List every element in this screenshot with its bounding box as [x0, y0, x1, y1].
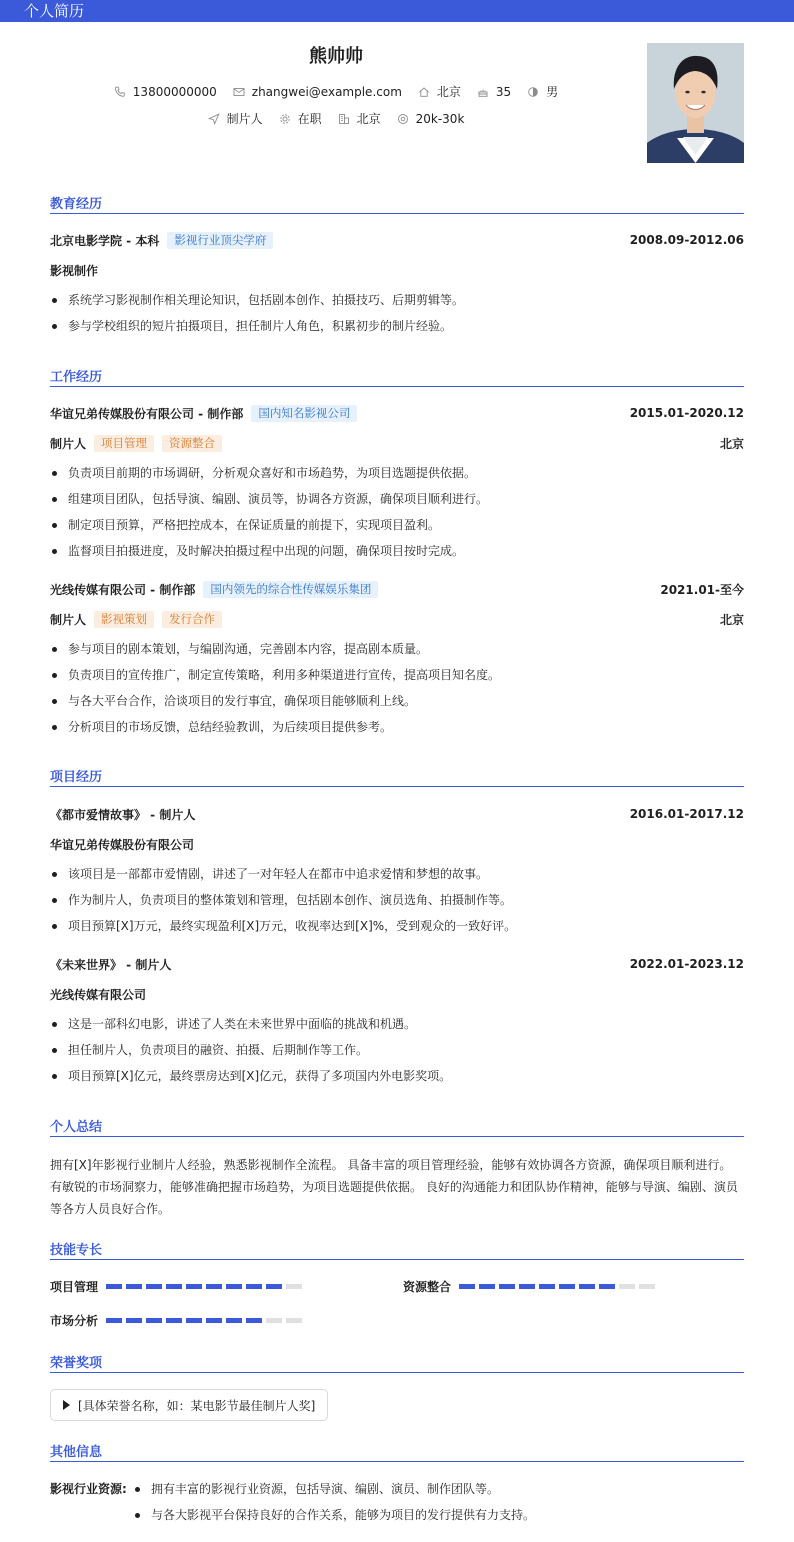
skill-item	[50, 1311, 302, 1329]
skill-segment	[246, 1284, 262, 1289]
list-item: 项目预算[X]万元，最终实现盈利[X]万元，收视率达到[X]%，受到观众的一致好评。	[50, 917, 744, 943]
list-item: 项目预算[X]亿元，最终票房达到[X]亿元，获得了多项国内外电影奖项。	[50, 1067, 744, 1093]
skill-segment	[146, 1318, 162, 1323]
email-item	[233, 85, 402, 99]
gender-text: 男	[546, 85, 559, 99]
gender-item	[527, 83, 558, 100]
section-title-other: 其他信息	[50, 1441, 744, 1462]
contact-row	[0, 83, 672, 100]
location-item	[418, 83, 461, 100]
skill-segment	[166, 1284, 182, 1289]
list-item: 该项目是一部都市爱情剧，讲述了一对年轻人在都市中追求爱情和梦想的故事。	[50, 865, 744, 891]
skill-segment	[639, 1284, 655, 1289]
profile-name: 熊帅帅	[309, 46, 363, 67]
send-icon	[208, 113, 220, 125]
skill-segment	[126, 1318, 142, 1323]
skill-segment	[206, 1318, 222, 1323]
work-2-date: 2021.01-至今	[660, 582, 744, 597]
work-2-role-tag: 发行合作	[162, 611, 222, 628]
summary-text: 拥有[X]年影视行业制片人经验，熟悉影视制作全流程。 具备丰富的项目管理经验，能够有效协调各方资源，确保项目顺利进行。 有敏锐的市场洞察力，能够准确把握市场趋势，为项目选题提供依据。 良好的沟通能力和团队协作精神，能够与导演、编剧、演员等各方人员良好合作。	[50, 1158, 738, 1216]
project-1-company-row	[50, 835, 744, 853]
work-1-header-row	[50, 404, 744, 422]
status-item	[279, 110, 322, 127]
award-text: [具体荣誉名称，如：某电影节最佳制片人奖]	[78, 1398, 316, 1413]
list-item: 组建项目团队，包括导演、编剧、演员等，协调各方资源，确保项目顺利进行。	[50, 490, 744, 516]
education-major: 影视制作	[50, 263, 99, 278]
list-item: 与各大影视平台保持良好的合作关系，能够为项目的发行提供有力支持。	[132, 1506, 535, 1532]
work-1-role-tag: 项目管理	[94, 435, 154, 452]
list-item: 与各大平台合作，洽谈项目的发行事宜，确保项目能够顺利上线。	[50, 692, 744, 718]
project-1-header-row	[50, 805, 744, 823]
building-icon	[338, 113, 350, 125]
avatar-photo	[647, 43, 744, 163]
list-item: 监督项目拍摄进度，及时解决拍摄过程中出现的问题，确保项目按时完成。	[50, 542, 744, 568]
other-label: 影视行业资源:	[50, 1482, 127, 1496]
status-text: 在职	[297, 112, 322, 126]
list-item: 系统学习影视制作相关理论知识，包括剧本创作、拍摄技巧、后期剪辑等。	[50, 291, 744, 317]
project-1-date: 2016.01-2017.12	[629, 807, 744, 821]
skill-segment	[146, 1284, 162, 1289]
skill-segment	[539, 1284, 555, 1289]
skill-level-bar	[106, 1318, 302, 1323]
education-school: 北京电影学院 - 本科	[50, 233, 160, 248]
header-title: 个人简历	[24, 2, 85, 20]
work-2-role-row	[50, 610, 744, 628]
list-item: 负责项目的宣传推广，制定宣传策略，利用多种渠道进行宣传，提高项目知名度。	[50, 666, 744, 692]
skill-segment	[206, 1284, 222, 1289]
skill-name: 资源整合	[403, 1279, 452, 1294]
section-title-awards: 荣誉奖项	[50, 1352, 744, 1373]
project-1-bullets	[50, 865, 744, 943]
phone-item	[114, 85, 217, 99]
skill-level-bar	[459, 1284, 655, 1289]
education-header-row	[50, 231, 744, 249]
work-2-company: 光线传媒有限公司 - 制作部	[50, 582, 196, 597]
skill-segment	[106, 1318, 122, 1323]
list-item: 作为制片人，负责项目的整体策划和管理，包括剧本创作、演员选角、拍摄制作等。	[50, 891, 744, 917]
work-1-tag: 国内知名影视公司	[251, 405, 357, 422]
section-title-work: 工作经历	[50, 366, 744, 387]
age-item	[477, 85, 511, 99]
age-text: 35	[495, 84, 512, 99]
top-header-bar	[0, 0, 794, 22]
education-bullets	[50, 291, 744, 343]
work-1-location: 北京	[719, 436, 744, 451]
work-1-company: 华谊兄弟传媒股份有限公司 - 制作部	[50, 406, 244, 421]
list-item: 负责项目前期的市场调研，分析观众喜好和市场趋势，为项目选题提供依据。	[50, 464, 744, 490]
section-title-education: 教育经历	[50, 193, 744, 214]
project-2-bullets	[50, 1015, 744, 1093]
work-2-bullets	[50, 640, 744, 744]
skill-segment	[499, 1284, 515, 1289]
position-text: 制片人	[226, 112, 263, 126]
expand-triangle-icon	[63, 1400, 70, 1410]
project-2-header-row	[50, 955, 744, 973]
mail-icon	[233, 86, 245, 98]
section-title-projects: 项目经历	[50, 766, 744, 787]
skill-segment	[226, 1318, 242, 1323]
skill-segment	[619, 1284, 635, 1289]
list-item: 参与项目的剧本策划，与编剧沟通，完善剧本内容，提高剧本质量。	[50, 640, 744, 666]
skill-segment	[186, 1318, 202, 1323]
skill-segment	[266, 1318, 282, 1323]
other-bullets	[132, 1480, 535, 1532]
phone-text: 13800000000	[132, 84, 217, 99]
skill-segment	[166, 1318, 182, 1323]
phone-icon	[114, 86, 126, 98]
city-text: 北京	[356, 112, 381, 126]
work-2-role-tag: 影视策划	[94, 611, 154, 628]
skill-segment	[286, 1284, 302, 1289]
list-item: 担任制片人，负责项目的融资、拍摄、后期制作等工作。	[50, 1041, 744, 1067]
education-major-row	[50, 261, 744, 279]
education-tag: 影视行业顶尖学府	[167, 232, 273, 249]
skill-segment	[226, 1284, 242, 1289]
cake-icon	[477, 86, 489, 98]
work-1-bullets	[50, 464, 744, 568]
skill-segment	[126, 1284, 142, 1289]
gear-icon	[279, 113, 291, 125]
skill-segment	[579, 1284, 595, 1289]
section-title-summary: 个人总结	[50, 1116, 744, 1137]
work-1-date: 2015.01-2020.12	[629, 406, 744, 420]
list-item: 这是一部科幻电影，讲述了人类在未来世界中面临的挑战和机遇。	[50, 1015, 744, 1041]
project-1-company: 华谊兄弟传媒股份有限公司	[50, 837, 195, 852]
location-text: 北京	[436, 85, 461, 99]
coin-icon	[397, 113, 409, 125]
gender-icon	[527, 86, 539, 98]
skill-segment	[246, 1318, 262, 1323]
home-icon	[418, 86, 430, 98]
skill-segment	[286, 1318, 302, 1323]
project-2-company-row	[50, 985, 744, 1003]
section-title-skills: 技能专长	[50, 1239, 744, 1260]
project-2-title: 《未来世界》 - 制片人	[50, 957, 172, 972]
skill-segment	[106, 1284, 122, 1289]
work-1-role-row	[50, 434, 744, 452]
list-item: 参与学校组织的短片拍摄项目，担任制片人角色，积累初步的制片经验。	[50, 317, 744, 343]
work-1-role-tag: 资源整合	[162, 435, 222, 452]
project-2-company: 光线传媒有限公司	[50, 987, 147, 1002]
list-item: 制定项目预算，严格把控成本，在保证质量的前提下，实现项目盈利。	[50, 516, 744, 542]
work-2-location: 北京	[719, 612, 744, 627]
skill-item	[50, 1277, 302, 1295]
skill-segment	[599, 1284, 615, 1289]
work-2-role: 制片人	[50, 612, 87, 627]
award-item-toggle[interactable]	[50, 1389, 328, 1421]
work-2-header-row	[50, 580, 744, 598]
job-intent-row	[0, 110, 672, 127]
skill-name: 项目管理	[50, 1279, 99, 1294]
work-2-tag: 国内领先的综合性传媒娱乐集团	[203, 581, 378, 598]
skill-segment	[519, 1284, 535, 1289]
project-1-title: 《都市爱情故事》 - 制片人	[50, 807, 196, 822]
email-text: zhangwei@example.com	[251, 84, 402, 99]
education-date: 2008.09-2012.06	[629, 233, 744, 247]
skill-segment	[559, 1284, 575, 1289]
list-item: 拥有丰富的影视行业资源，包括导演、编剧、演员、制作团队等。	[132, 1480, 535, 1506]
skill-item	[403, 1277, 655, 1295]
list-item: 分析项目的市场反馈，总结经验教训，为后续项目提供参考。	[50, 718, 744, 744]
skill-segment	[266, 1284, 282, 1289]
salary-text: 20k-30k	[415, 111, 465, 126]
project-2-date: 2022.01-2023.12	[629, 957, 744, 971]
skill-segment	[479, 1284, 495, 1289]
position-item	[208, 110, 263, 127]
skill-segment	[186, 1284, 202, 1289]
city-item	[338, 110, 381, 127]
skill-segment	[459, 1284, 475, 1289]
salary-item	[397, 112, 465, 126]
skill-name: 市场分析	[50, 1313, 99, 1328]
skill-level-bar	[106, 1284, 302, 1289]
work-1-role: 制片人	[50, 436, 87, 451]
